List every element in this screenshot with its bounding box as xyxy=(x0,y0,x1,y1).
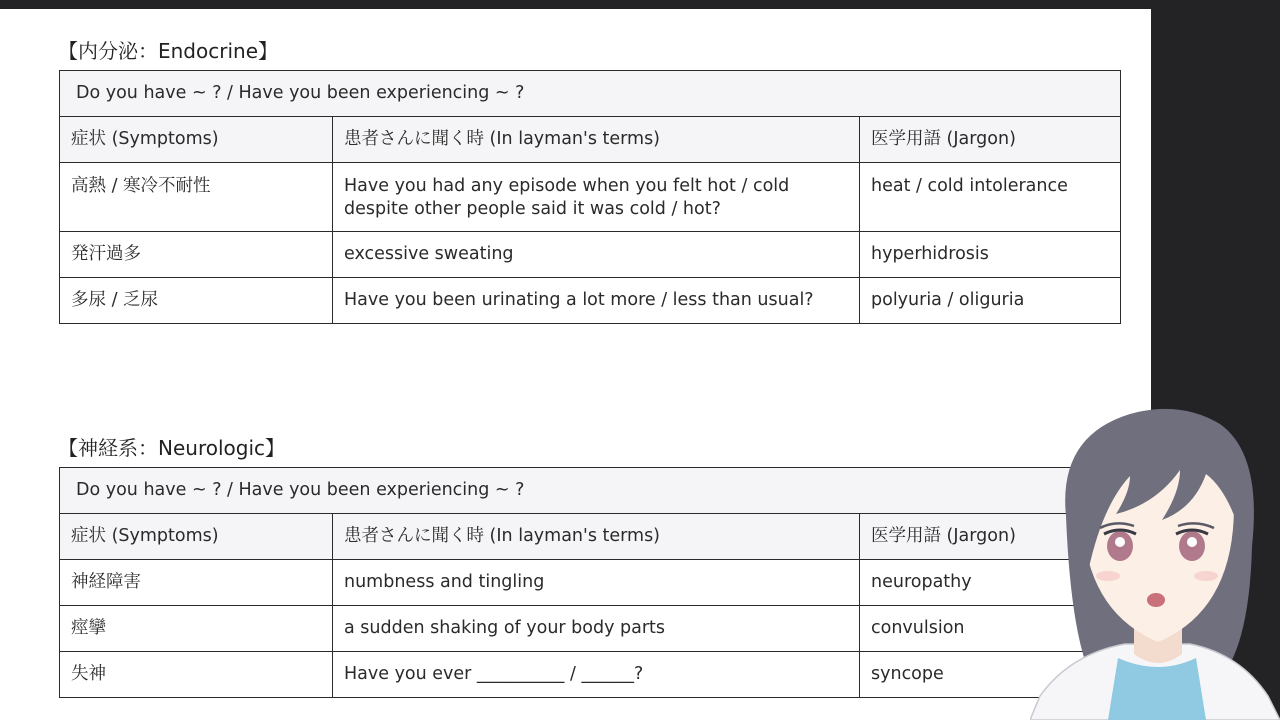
table-row xyxy=(60,163,1121,232)
table-row xyxy=(60,278,1121,324)
header-row xyxy=(60,514,1121,560)
jargon-cell: convulsion xyxy=(860,606,1121,652)
table-row xyxy=(60,652,1121,698)
presenter-avatar xyxy=(1030,396,1280,720)
header-symptoms: 症状 (Symptoms) xyxy=(60,117,333,163)
mouth xyxy=(1147,593,1165,607)
table-row xyxy=(60,560,1121,606)
layman-cell: numbness and tingling xyxy=(333,560,860,606)
question-text: Do you have ~ ? / Have you been experiencing ~ ? xyxy=(60,468,1121,514)
symptom-cell: 神経障害 xyxy=(60,560,333,606)
jargon-cell: heat / cold intolerance xyxy=(860,163,1121,232)
symptom-cell: 多尿 / 乏尿 xyxy=(60,278,333,324)
header-layman: 患者さんに聞く時 (In layman's terms) xyxy=(333,117,860,163)
header-layman: 患者さんに聞く時 (In layman's terms) xyxy=(333,514,860,560)
layman-cell: Have you ever __________ / ______? xyxy=(333,652,860,698)
symptom-cell: 失神 xyxy=(60,652,333,698)
section-title-neurologic: 【神経系：Neurologic】 xyxy=(58,436,286,460)
shirt xyxy=(1108,658,1206,720)
header-jargon: 医学用語 (Jargon) xyxy=(860,117,1121,163)
header-row xyxy=(60,117,1121,163)
layman-cell: excessive sweating xyxy=(333,232,860,278)
table-row xyxy=(60,232,1121,278)
slide xyxy=(0,9,1151,720)
left-eye-highlight xyxy=(1115,537,1125,547)
layman-cell: a sudden shaking of your body parts xyxy=(333,606,860,652)
left-blush xyxy=(1096,571,1120,581)
table-endocrine xyxy=(59,70,1121,324)
layman-cell: Have you been urinating a lot more / less than usual? xyxy=(333,278,860,324)
header-symptoms: 症状 (Symptoms) xyxy=(60,514,333,560)
jargon-cell: syncope xyxy=(860,652,1121,698)
jargon-cell: neuropathy xyxy=(860,560,1121,606)
table-neurologic xyxy=(59,467,1121,698)
right-eye-highlight xyxy=(1187,537,1197,547)
jargon-cell: hyperhidrosis xyxy=(860,232,1121,278)
header-jargon: 医学用語 (Jargon) xyxy=(860,514,1121,560)
right-blush xyxy=(1194,571,1218,581)
question-row xyxy=(60,71,1121,117)
section-title-endocrine: 【内分泌：Endocrine】 xyxy=(58,39,278,63)
symptom-cell: 発汗過多 xyxy=(60,232,333,278)
jargon-cell: polyuria / oliguria xyxy=(860,278,1121,324)
question-row xyxy=(60,468,1121,514)
symptom-cell: 高熱 / 寒冷不耐性 xyxy=(60,163,333,232)
table-row xyxy=(60,606,1121,652)
layman-cell: Have you had any episode when you felt hot / cold despite other people said it was cold / hot? xyxy=(333,163,860,232)
question-text: Do you have ~ ? / Have you been experiencing ~ ? xyxy=(60,71,1121,117)
symptom-cell: 痙攣 xyxy=(60,606,333,652)
